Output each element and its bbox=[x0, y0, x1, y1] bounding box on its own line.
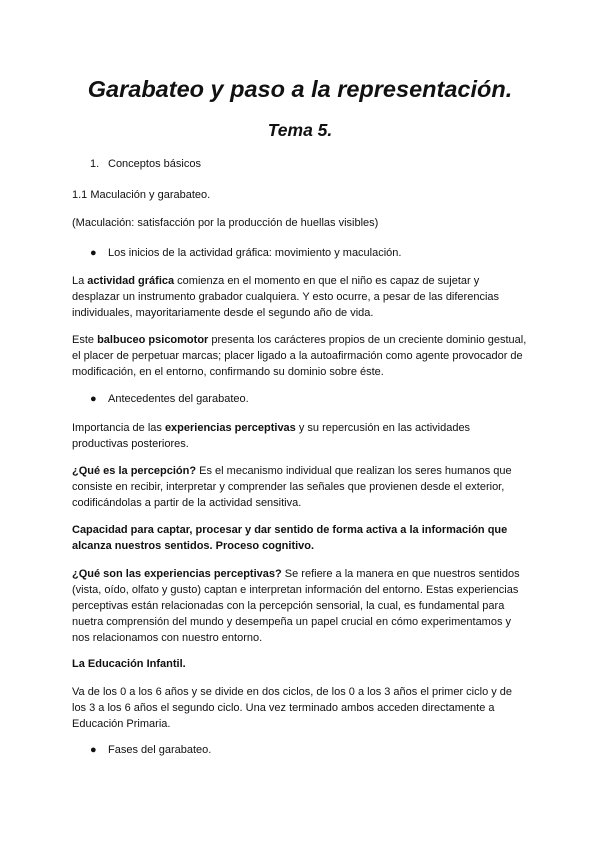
paragraph-text: presenta los carácteres propios de un creciente dominio gestual, el placer de perpetuar marcas; placer ligado a la autoafirmación como agente provocador de modificación, en el entorno, confirmando su dominio sobre éste. bbox=[72, 334, 527, 378]
section-heading-1-1: 1.1 Maculación y garabateo. bbox=[72, 189, 211, 201]
bullet-text: Fases del garabateo. bbox=[108, 744, 212, 756]
bullet-fases bbox=[90, 742, 510, 758]
bullet-text: Antecedentes del garabateo. bbox=[108, 393, 249, 405]
bold-term: actividad gráfica bbox=[87, 275, 175, 287]
paragraph-text: La bbox=[72, 275, 88, 287]
paragraph-text: Es el mecanismo individual que realizan los seres humanos que consiste en recibir, interpretar y comprender las señales que provienen desde el exterior, codificándolas a partir de la actividad sensitiva. bbox=[72, 465, 512, 509]
bold-question: ¿Qué son las experiencias perceptivas? bbox=[72, 568, 282, 580]
list-number: 1. bbox=[90, 158, 100, 170]
bullet-marker: ● bbox=[90, 393, 97, 405]
paragraph-text: comienza en el momento en que el niño es capaz de sujetar y desplazar un instrumento grabador cualquiera. Y esto ocurre, a pesar de las diferencias individuales, mayoritariamente desde el segundo año de vida. bbox=[72, 275, 500, 319]
paragraph-balbuceo bbox=[72, 332, 528, 380]
bold-term: balbuceo psicomotor bbox=[97, 334, 209, 346]
paragraph-text: Este bbox=[72, 334, 98, 346]
paragraph-educacion: Va de los 0 a los 6 años y se divide en dos ciclos, de los 0 a los 3 años el primer ciclo y de los 3 a los 6 años el segundo ciclo. Una vez terminado ambos acceden directamente a Educación Primaria. bbox=[72, 686, 513, 730]
paragraph-experiencias bbox=[72, 566, 528, 646]
document-title: Garabateo y paso a la representación. bbox=[87, 76, 513, 102]
bullet-marker: ● bbox=[90, 247, 97, 259]
paragraph-text: y su repercusión en las actividades productivas posteriores. bbox=[72, 422, 471, 450]
list-item-text: Conceptos básicos bbox=[108, 158, 201, 170]
paragraph-importancia bbox=[72, 420, 528, 452]
maculacion-note: (Maculación: satisfacción por la producción de huellas visibles) bbox=[72, 217, 379, 229]
document-subtitle: Tema 5. bbox=[267, 120, 333, 140]
bullet-inicios bbox=[90, 245, 510, 261]
bold-question: ¿Qué es la percepción? bbox=[72, 465, 197, 477]
paragraph-text: Se refiere a la manera en que nuestros sentidos (vista, oído, olfato y gusto) captan e interpretan información del entorno. Estas experiencias perceptivas están relacionadas con la percepción sensorial, la cual, es fundamental para nuetra comprensión del mundo y desempeña un papel crucial en cómo experimentamos y nos relacionamos con nuestro entorno. bbox=[72, 568, 520, 644]
paragraph-capacidad: Capacidad para captar, procesar y dar sentido de forma activa a la información que alcanza nuestros sentidos. Proceso cognitivo. bbox=[72, 524, 508, 552]
paragraph-text: Importancia de las bbox=[72, 422, 165, 434]
paragraph-percepcion bbox=[72, 463, 528, 511]
paragraph-actividad-grafica bbox=[72, 273, 528, 321]
bold-term: experiencias perceptivas bbox=[164, 422, 296, 434]
bullet-marker: ● bbox=[90, 744, 97, 756]
bullet-text: Los inicios de la actividad gráfica: movimiento y maculación. bbox=[108, 247, 402, 259]
bullet-antecedentes bbox=[90, 391, 510, 407]
heading-educacion-infantil: La Educación Infantil. bbox=[72, 658, 186, 670]
numbered-item-conceptos bbox=[90, 156, 510, 172]
